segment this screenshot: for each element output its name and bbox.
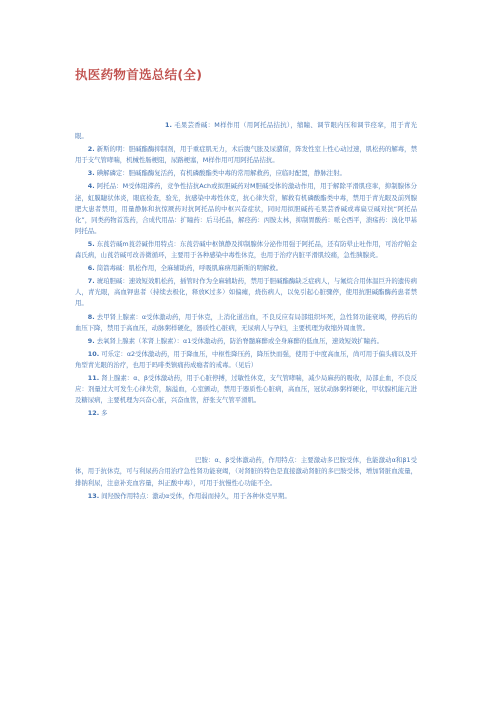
paragraph-12-continued: 巴胺：α、β受体激动药，作用特点：主要激动多巴胺受体，也能激动α和β1受体，用于抗休克，可与利尿药合用治疗急性肾功能衰竭，（对肾脏的特色是直接激动肾脏的多巴胺受体，增加肾脏血流量，排钠利尿，注意补充血容量，纠正酸中毒），可用于抗慢性心功能不全。 [75, 456, 417, 487]
paragraph-6: 6. 筒箭毒碱：肌松作用，全麻辅助药，呼吸肌麻痹用新斯的明解救。 [87, 264, 283, 273]
paragraph-9: 9. 去氧肾上腺素（苯肾上腺素）：α1受体激动药，防治脊髓麻醉或全身麻醉的低血压，速效短效扩瞳药。 [87, 336, 383, 345]
paragraph-3: 3. 碘解磷定：胆碱酯酶复活药，有机磷酸酯类中毒的常用解救药，应临时配置，静脉注射。 [87, 169, 346, 178]
paragraph-10: 10. 可乐定：α2受体激动药，用于降血压，中枢性降压药，降压快而强，使用于中度高血压，尚可用于偏头痛以及开角型青光眼的治疗，也用于吗啡类镇痛药成瘾者的戒毒。（见后） [75, 349, 417, 369]
document-body [75, 120, 417, 504]
paragraph-8: 8. 去甲肾上腺素：α受体激动药，用于休克，上消化道出血，不良反应有局部组织坏死，急性肾功能衰竭，停药后的血压下降，禁用于高血压，动脉粥样硬化，器质性心脏病，无尿病人与孕妇，主要机理为收缩外周血管。 [75, 312, 417, 332]
paragraph-12: 12. 多 [87, 409, 108, 418]
paragraph-5: 5. 东莨菪碱m莨菪碱作用特点：东莨菪碱中枢镇静及抑制腺体分泌作用强于阿托品，还有防晕止吐作用，可治疗帕金森氏病，山莨菪碱可改善微循环，主要用于各种感染中毒性休克，也用于治疗内脏平滑肌绞痛，急性胰腺炎。 [75, 239, 417, 260]
paragraph-1: 1. 毛果芸香碱：M样作用（用阿托品拮抗），缩瞳、调节眼内压和调节痉挛，用于青光眼。 [75, 121, 417, 141]
paragraph-13: 13. 间羟胺作用特点：激动α受体，作用弱而持久，用于各种休克早期。 [87, 491, 291, 500]
paragraph-11: 11. 肾上腺素：α、β受体激动药，用于心脏停搏，过敏性休克，支气管哮喘，减少局麻药的吸收，局部止血，不良反应：剂量过大可发生心律失常，脑溢血，心室颤动，禁用于器质性心脏病，高血压，冠状动脉粥样硬化，甲状腺机能亢进及糖尿病，主要机理为兴奋心脏，兴奋血管，舒张支气管平滑肌。 [75, 373, 417, 405]
paragraph-7: 7. 琥珀胆碱：速效短效肌松药，插管时作为全麻辅助药，禁用于胆碱酯酶缺乏症病人，与氟烷合用体温巨升的遗传病人，青光眼，高血钾患者（持续去极化，释放K过多）如偏瘫，烧伤病人，以免引起心脏骤停，使用抗胆碱酯酶药患者禁用。 [75, 277, 417, 308]
paragraph-4: 4. 阿托品：M受体阻滞药，竞争性拮抗Ach或拟胆碱药对M胆碱受体的激动作用，用于解除平滑肌痉挛，抑制腺体分泌，虹膜睫状体炎，眼底检查，验光，抗感染中毒性休克，抗心律失常，解救有机磷酸酯类中毒，禁用于青光眼及前列腺肥大患者禁用，用量静脉和抗惊厥药对抗阿托品的中枢兴奋症状，同时用拟胆碱药毛果芸香碱或毒扁豆碱对抗“阿托品化”，同类药物首选药，合成代用品：扩瞳药：后马托品，解痉药：丙胺太林，抑制胃酸药：哌仑西平，溃疡药：溴化甲基阿托品。 [75, 182, 418, 235]
document-title: 执医药物首选总结(全) [75, 67, 203, 82]
paragraph-2: 2. 新斯的明：胆碱酯酶抑制剂，用于重症肌无力，术后腹气胀及尿潴留，阵发性室上性心动过速，肌松药的解毒，禁用于支气管哮喘，机械性肠梗阻，尿路梗塞，M样作用可用阿托品拮抗。 [75, 145, 417, 165]
